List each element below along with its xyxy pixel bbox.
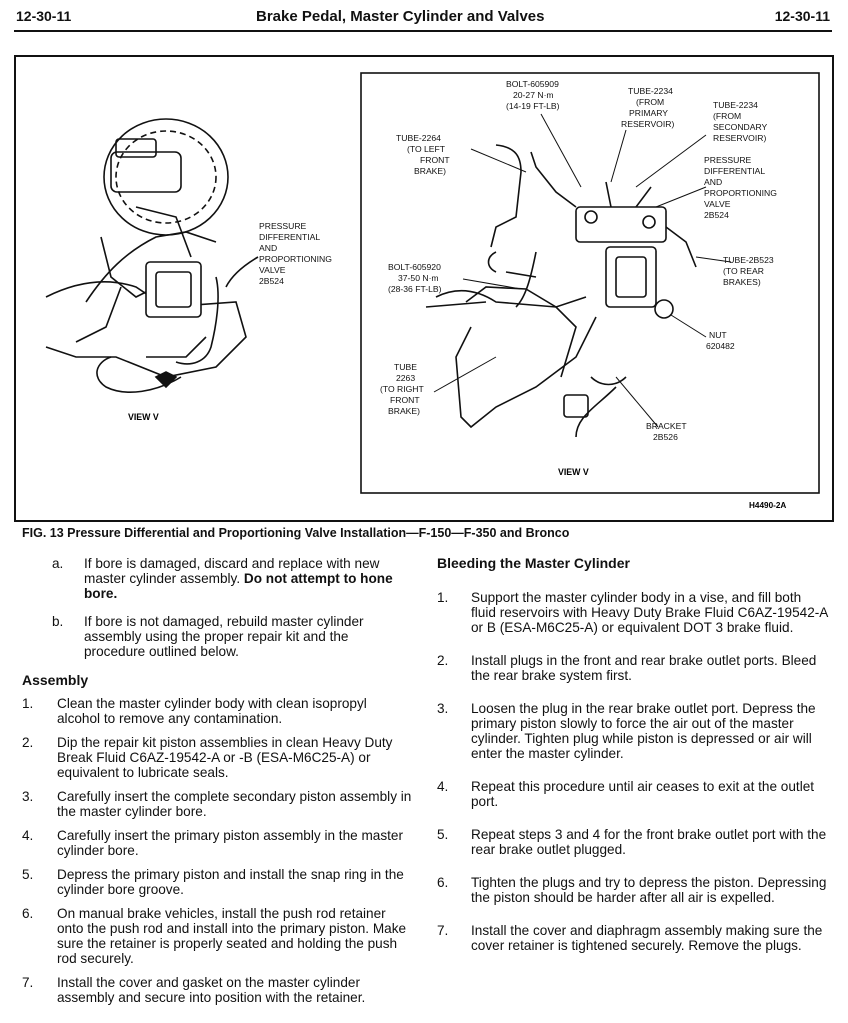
page-number-right: 12-30-11 — [774, 8, 830, 24]
tube-rear-label: TUBE-2B523 — [723, 255, 774, 265]
tube-left-label: (TO LEFT — [407, 144, 446, 154]
left-column — [22, 556, 412, 1014]
list-item — [22, 735, 412, 780]
right-valve-label: 2B524 — [704, 210, 729, 220]
left-drawing — [46, 119, 258, 392]
list-item — [437, 701, 829, 761]
figure-frame — [14, 55, 834, 522]
bolt1-label: (14-19 FT-LB) — [506, 101, 560, 111]
bolt2-label: 37-50 N·m — [398, 273, 439, 283]
sub-item-letter: a. — [52, 556, 64, 571]
sub-item-text — [60, 556, 412, 601]
step-text: Clean the master cylinder body with clean isopropyl alcohol to remove any contamination. — [57, 696, 367, 726]
section-heading-assembly: Assembly — [22, 672, 89, 688]
step-number: 1. — [437, 590, 449, 605]
page-header — [16, 8, 830, 30]
tube-secondary-label: (FROM — [713, 111, 742, 121]
list-item — [22, 867, 412, 897]
step-number: 4. — [22, 828, 34, 843]
right-valve-label: PROPORTIONING — [704, 188, 777, 198]
bracket-label: BRACKET — [646, 421, 687, 431]
right-view-label: VIEW V — [558, 467, 589, 477]
list-item — [22, 828, 412, 858]
right-valve-label: VALVE — [704, 199, 731, 209]
tube-secondary-label: TUBE-2234 — [713, 100, 758, 110]
step-text: Repeat this procedure until air ceases to exit at the outlet port. — [471, 779, 815, 809]
list-item — [22, 975, 412, 1005]
right-drawing — [426, 145, 696, 437]
step-text: Dip the repair kit piston assemblies in clean Heavy Duty Break Fluid C6AZ-19542-A or -B (ESA-M6C25-A) or equivalent to lubricate seals. — [57, 735, 393, 780]
step-number: 3. — [22, 789, 34, 804]
section-heading-bleeding: Bleeding the Master Cylinder — [437, 555, 630, 571]
tube-secondary-label: SECONDARY — [713, 122, 768, 132]
list-item — [22, 696, 412, 726]
bolt2-label: (28-36 FT-LB) — [388, 284, 442, 294]
bolt1-label: 20-27 N·m — [513, 90, 554, 100]
tube-primary-label: (FROM — [636, 97, 665, 107]
sub-item — [22, 614, 412, 659]
bolt1-label: BOLT-605909 — [506, 79, 559, 89]
tube-rear-label: BRAKES) — [723, 277, 761, 287]
list-item — [437, 779, 829, 809]
figure-illustration — [16, 57, 832, 520]
tube-rear-label: (TO REAR — [723, 266, 764, 276]
step-text: Loosen the plug in the rear brake outlet port. Depress the primary piston slowly to force the air out of the master cylinder. Tighten plug while piston is depressed or air will enter the master cylinder. — [471, 701, 816, 761]
step-text: Install the cover and diaphragm assembly making sure the cover retainer is tightened securely. Remove the plugs. — [471, 923, 823, 953]
tube-right-label: 2263 — [396, 373, 416, 383]
list-item — [437, 827, 829, 857]
step-text: Tighten the plugs and try to depress the piston. Depressing the piston should be harder after all air is expelled. — [471, 875, 827, 905]
step-number: 4. — [437, 779, 449, 794]
step-number: 7. — [22, 975, 34, 990]
left-valve-label — [259, 221, 332, 286]
step-number: 3. — [437, 701, 449, 716]
step-text: Install plugs in the front and rear brake outlet ports. Bleed the rear brake system first. — [471, 653, 817, 683]
step-number: 6. — [22, 906, 34, 921]
tube-primary-label: RESERVOIR) — [621, 119, 675, 129]
sub-item — [22, 556, 412, 601]
tube-right-label: (TO RIGHT — [380, 384, 424, 394]
right-column — [437, 556, 829, 971]
step-text: On manual brake vehicles, install the push rod retainer onto the push rod and install into the primary piston. Make sure the retainer is properly seated and holding the push rod securely. — [57, 906, 407, 966]
list-item — [437, 653, 829, 683]
step-number: 2. — [22, 735, 34, 750]
bolt2-label: BOLT-605920 — [388, 262, 441, 272]
step-number: 5. — [22, 867, 34, 882]
sub-item-text: If bore is not damaged, rebuild master cylinder assembly using the proper repair kit and the procedure outlined below. — [84, 614, 364, 659]
tube-right-label: TUBE — [394, 362, 417, 372]
step-number: 6. — [437, 875, 449, 890]
tube-left-label: BRAKE) — [414, 166, 446, 176]
tube-primary-label: TUBE-2234 — [628, 86, 673, 96]
step-text: Support the master cylinder body in a vise, and fill both fluid reservoirs with Heavy Duty Brake Fluid C6AZ-19542-A or B (ESA-M6C25-A) or equivalent DOT 3 brake fluid. — [471, 590, 828, 635]
left-label-line: PRESSURE — [259, 221, 307, 231]
step-number: 7. — [437, 923, 449, 938]
left-label-line: 2B524 — [259, 276, 284, 286]
right-valve-label: DIFFERENTIAL — [704, 166, 766, 176]
sub-item-bold: Do not attempt to hone bore. — [84, 571, 393, 601]
tube-right-label: BRAKE) — [388, 406, 420, 416]
figure-caption: FIG. 13 Pressure Differential and Proportioning Valve Installation—F-150—F-350 and Bronco — [22, 526, 570, 540]
left-label-line: PROPORTIONING — [259, 254, 332, 264]
left-label-line: AND — [259, 243, 278, 253]
step-number: 5. — [437, 827, 449, 842]
right-valve-label: AND — [704, 177, 723, 187]
step-text: Depress the primary piston and install the snap ring in the cylinder bore groove. — [57, 867, 404, 897]
sub-item-letter: b. — [52, 614, 64, 629]
step-text: Carefully insert the primary piston assembly in the master cylinder bore. — [57, 828, 404, 858]
list-item — [22, 789, 412, 819]
step-number: 2. — [437, 653, 449, 668]
step-text: Install the cover and gasket on the master cylinder assembly and secure into position with the retainer. — [57, 975, 366, 1005]
tube-secondary-label: RESERVOIR) — [713, 133, 767, 143]
step-number: 1. — [22, 696, 34, 711]
nut-label: NUT — [709, 330, 727, 340]
tube-primary-label: PRIMARY — [629, 108, 668, 118]
tube-left-label: FRONT — [420, 155, 450, 165]
list-item — [22, 906, 412, 966]
step-text: Repeat steps 3 and 4 for the front brake outlet port with the rear brake outlet plugged. — [471, 827, 827, 857]
list-item — [437, 875, 829, 905]
bracket-label: 2B526 — [653, 432, 678, 442]
right-leader-lines — [434, 114, 731, 427]
page-number-left: 12-30-11 — [16, 8, 72, 24]
list-item — [437, 923, 829, 953]
left-label-line: VALVE — [259, 265, 286, 275]
tube-right-label: FRONT — [390, 395, 420, 405]
sub-item-plain: If bore is damaged, discard and replace with new master cylinder assembly. — [84, 556, 380, 586]
nut-label: 620482 — [706, 341, 735, 351]
header-rule — [14, 30, 832, 32]
left-view-label: VIEW V — [128, 412, 159, 422]
page-title: Brake Pedal, Master Cylinder and Valves — [256, 8, 545, 25]
step-text: Carefully insert the complete secondary piston assembly in the master cylinder bore. — [57, 789, 412, 819]
figure-id: H4490-2A — [749, 501, 787, 510]
right-valve-label: PRESSURE — [704, 155, 752, 165]
left-label-line: DIFFERENTIAL — [259, 232, 321, 242]
list-item — [437, 590, 829, 635]
tube-left-label: TUBE-2264 — [396, 133, 441, 143]
